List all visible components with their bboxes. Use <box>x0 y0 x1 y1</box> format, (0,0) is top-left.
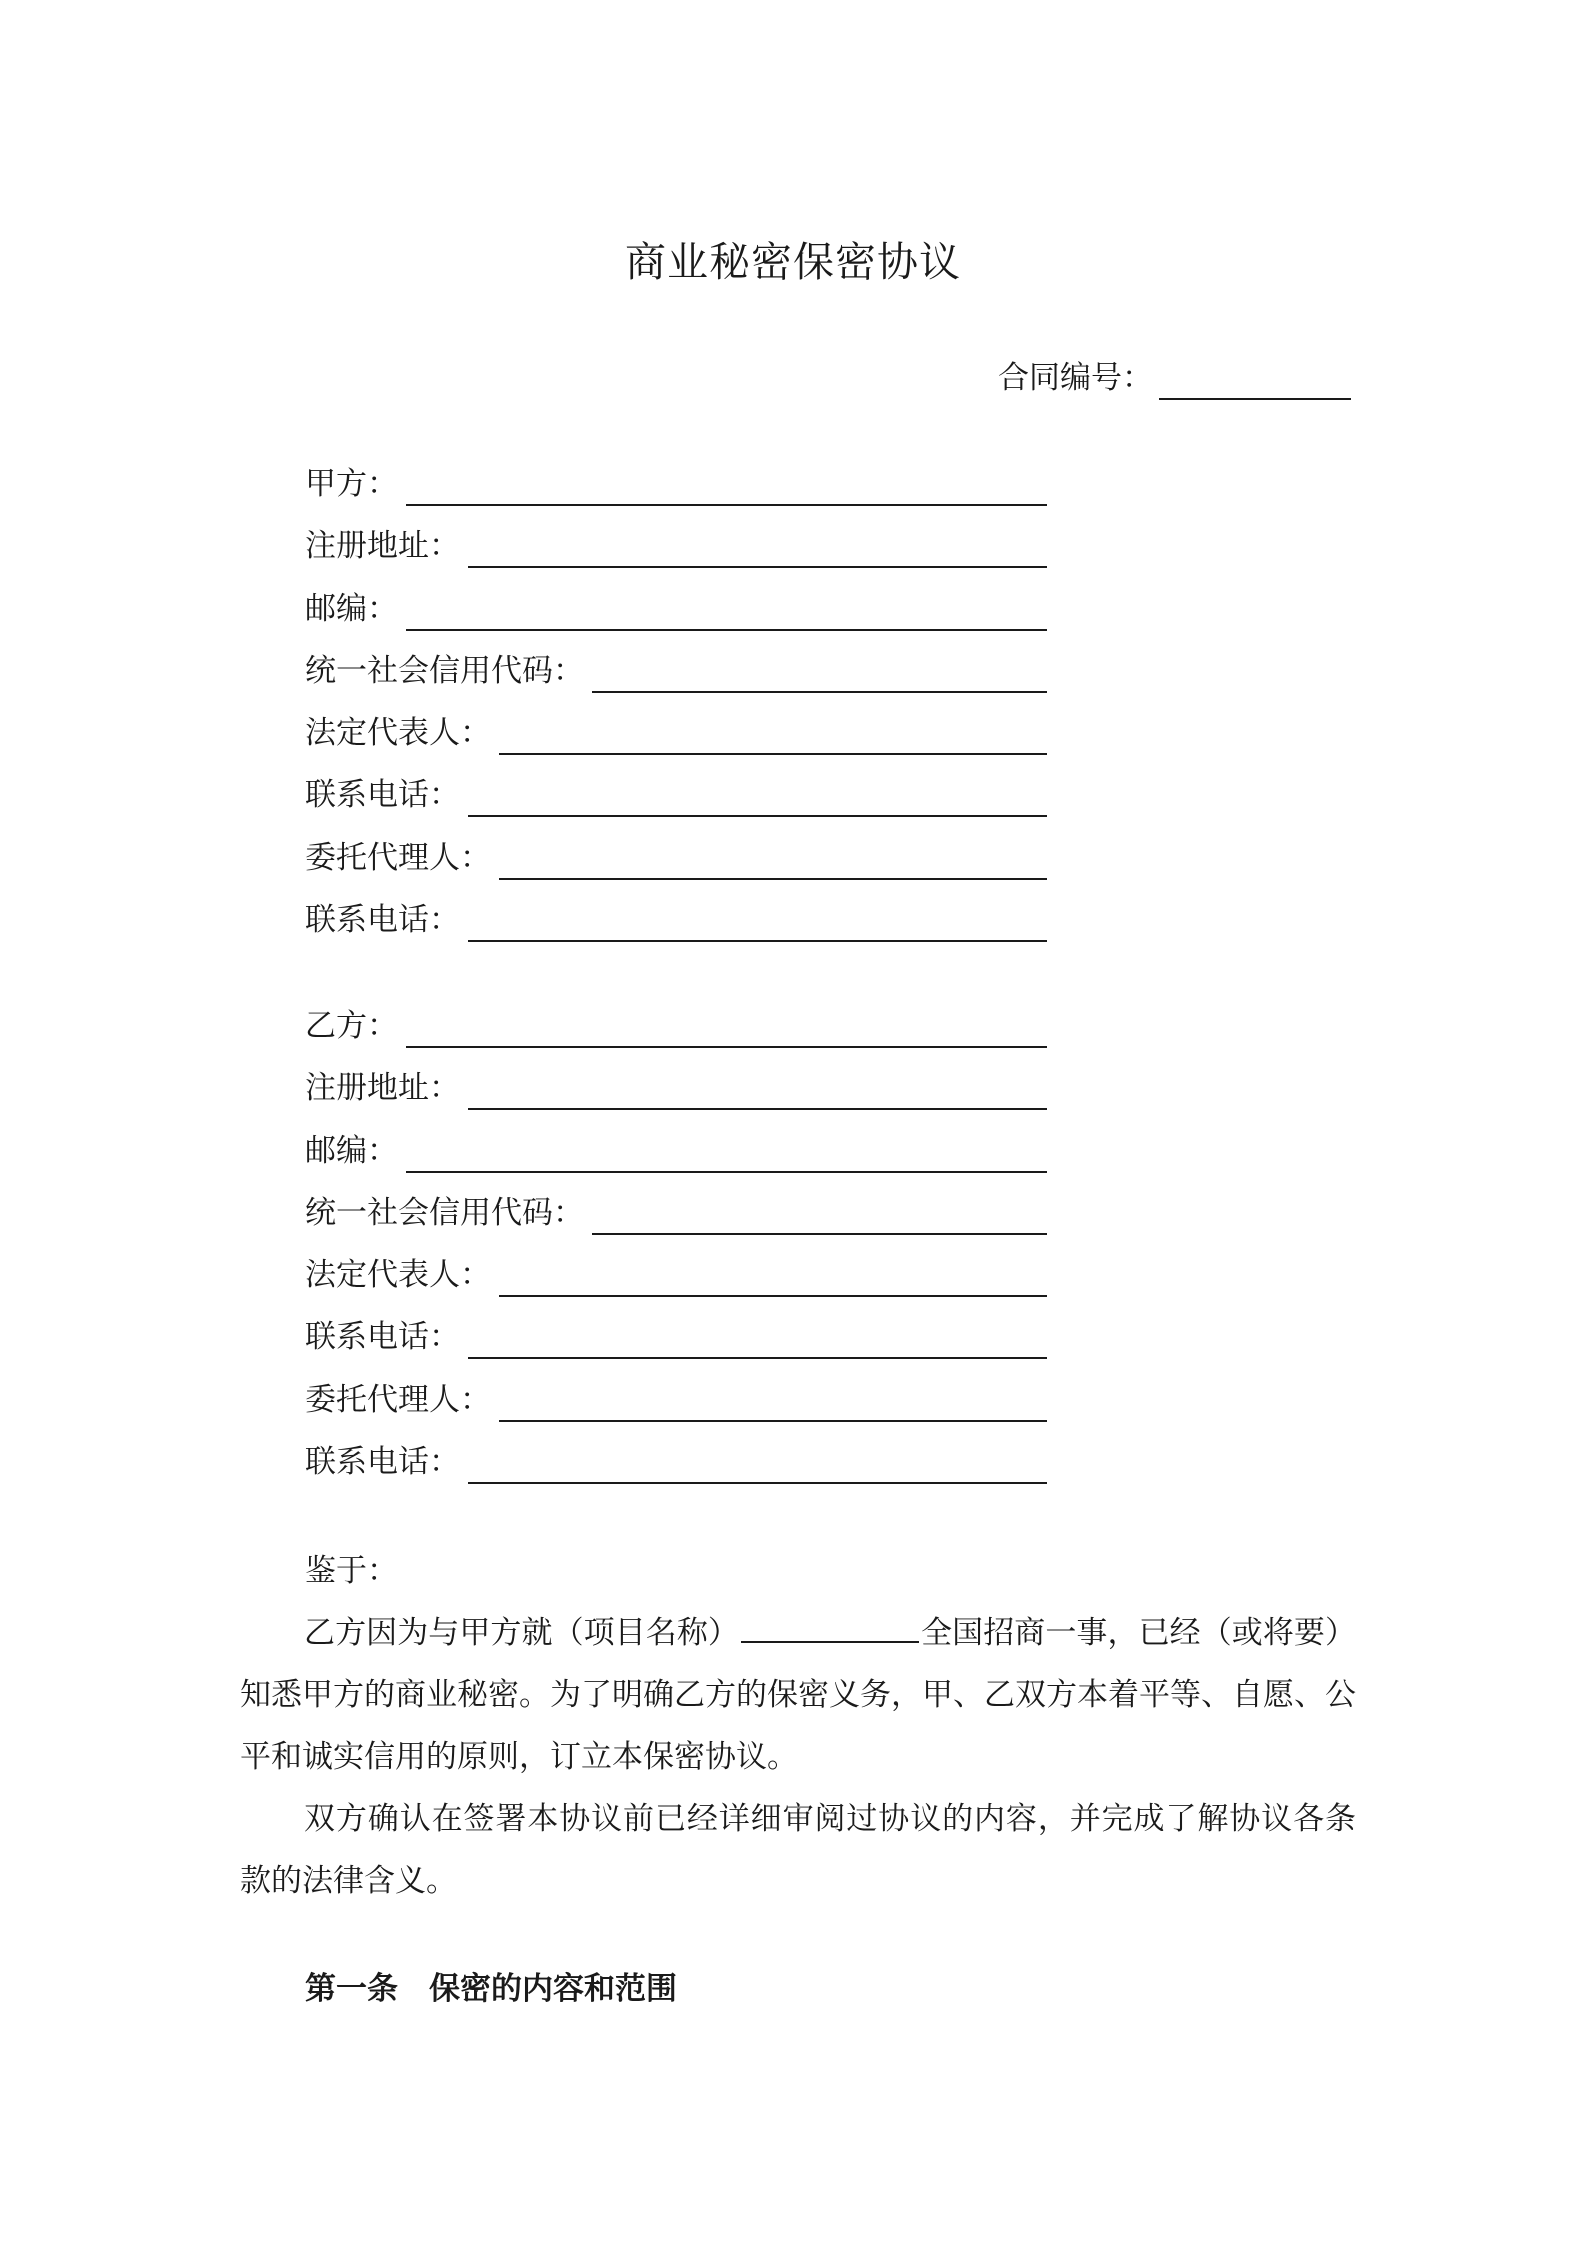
fill-in-blank[interactable] <box>592 1199 1047 1235</box>
field-label: 甲方： <box>305 466 398 502</box>
party-b-agent-phone-row <box>305 1440 1047 1484</box>
party-a-legal-rep-row <box>305 711 1047 755</box>
document-title: 商业秘密保密协议 <box>625 238 961 286</box>
paragraph-text: 乙方因为与甲方就（项目名称） <box>304 1615 739 1651</box>
field-label: 委托代理人： <box>305 840 491 876</box>
paragraph-text: 双方确认在签署本协议前已经详细审阅过协议的内容，并完成了解协议各条款的法律含义。 <box>240 1801 1356 1899</box>
field-label: 邮编： <box>305 591 398 627</box>
field-label: 邮编： <box>305 1133 398 1169</box>
fill-in-blank[interactable] <box>406 1137 1047 1173</box>
party-b-address-row <box>305 1066 1047 1110</box>
project-name-blank[interactable] <box>741 1611 919 1643</box>
fill-in-blank[interactable] <box>406 1012 1047 1048</box>
fill-in-blank[interactable] <box>468 532 1047 568</box>
field-label: 统一社会信用代码： <box>305 1195 584 1231</box>
field-label: 联系电话： <box>305 1444 460 1480</box>
field-label: 注册地址： <box>305 528 460 564</box>
field-label: 联系电话： <box>305 902 460 938</box>
party-b-credit-code-row <box>305 1191 1047 1235</box>
party-a-postcode-row <box>305 587 1047 631</box>
fill-in-blank[interactable] <box>499 1261 1047 1297</box>
party-b-legal-rep-row <box>305 1253 1047 1297</box>
whereas-label: 鉴于： <box>305 1553 398 1589</box>
fill-in-blank[interactable] <box>406 470 1047 506</box>
fill-in-blank[interactable] <box>499 844 1047 880</box>
field-label: 注册地址： <box>305 1070 460 1106</box>
article-1-heading: 第一条 保密的内容和范围 <box>305 1971 677 2007</box>
recital-paragraph-2 <box>240 1788 1356 1912</box>
party-a-address-row <box>305 524 1047 568</box>
party-b-postcode-row <box>305 1129 1047 1173</box>
contract-number-field <box>998 356 1351 400</box>
field-label: 法定代表人： <box>305 715 491 751</box>
party-a-name-row <box>305 462 1047 506</box>
party-a-credit-code-row <box>305 649 1047 693</box>
fill-in-blank[interactable] <box>406 595 1047 631</box>
party-a-agent-row <box>305 836 1047 880</box>
contract-number-blank[interactable] <box>1159 362 1351 400</box>
field-label: 委托代理人： <box>305 1382 491 1418</box>
fill-in-blank[interactable] <box>468 1074 1047 1110</box>
recital-paragraph-1 <box>240 1602 1356 1788</box>
party-b-phone-row <box>305 1315 1047 1359</box>
fill-in-blank[interactable] <box>592 657 1047 693</box>
fill-in-blank[interactable] <box>468 906 1047 942</box>
contract-number-label: 合同编号： <box>998 360 1153 396</box>
field-label: 联系电话： <box>305 1319 460 1355</box>
field-label: 法定代表人： <box>305 1257 491 1293</box>
field-label: 统一社会信用代码： <box>305 653 584 689</box>
fill-in-blank[interactable] <box>468 1448 1047 1484</box>
paragraph-text: 全国招商一事，已经（或将要）知悉甲方的商业秘密。为了明确乙方的保密义务，甲、乙双方本着平等、自愿、公平和诚实信用的原则，订立本保密协议。 <box>240 1615 1356 1775</box>
field-label: 联系电话： <box>305 777 460 813</box>
fill-in-blank[interactable] <box>499 1386 1047 1422</box>
fill-in-blank[interactable] <box>468 1323 1047 1359</box>
fill-in-blank[interactable] <box>499 719 1047 755</box>
party-a-phone-row <box>305 773 1047 817</box>
party-a-agent-phone-row <box>305 898 1047 942</box>
party-b-name-row <box>305 1004 1047 1048</box>
field-label: 乙方： <box>305 1008 398 1044</box>
party-b-agent-row <box>305 1378 1047 1422</box>
fill-in-blank[interactable] <box>468 781 1047 817</box>
